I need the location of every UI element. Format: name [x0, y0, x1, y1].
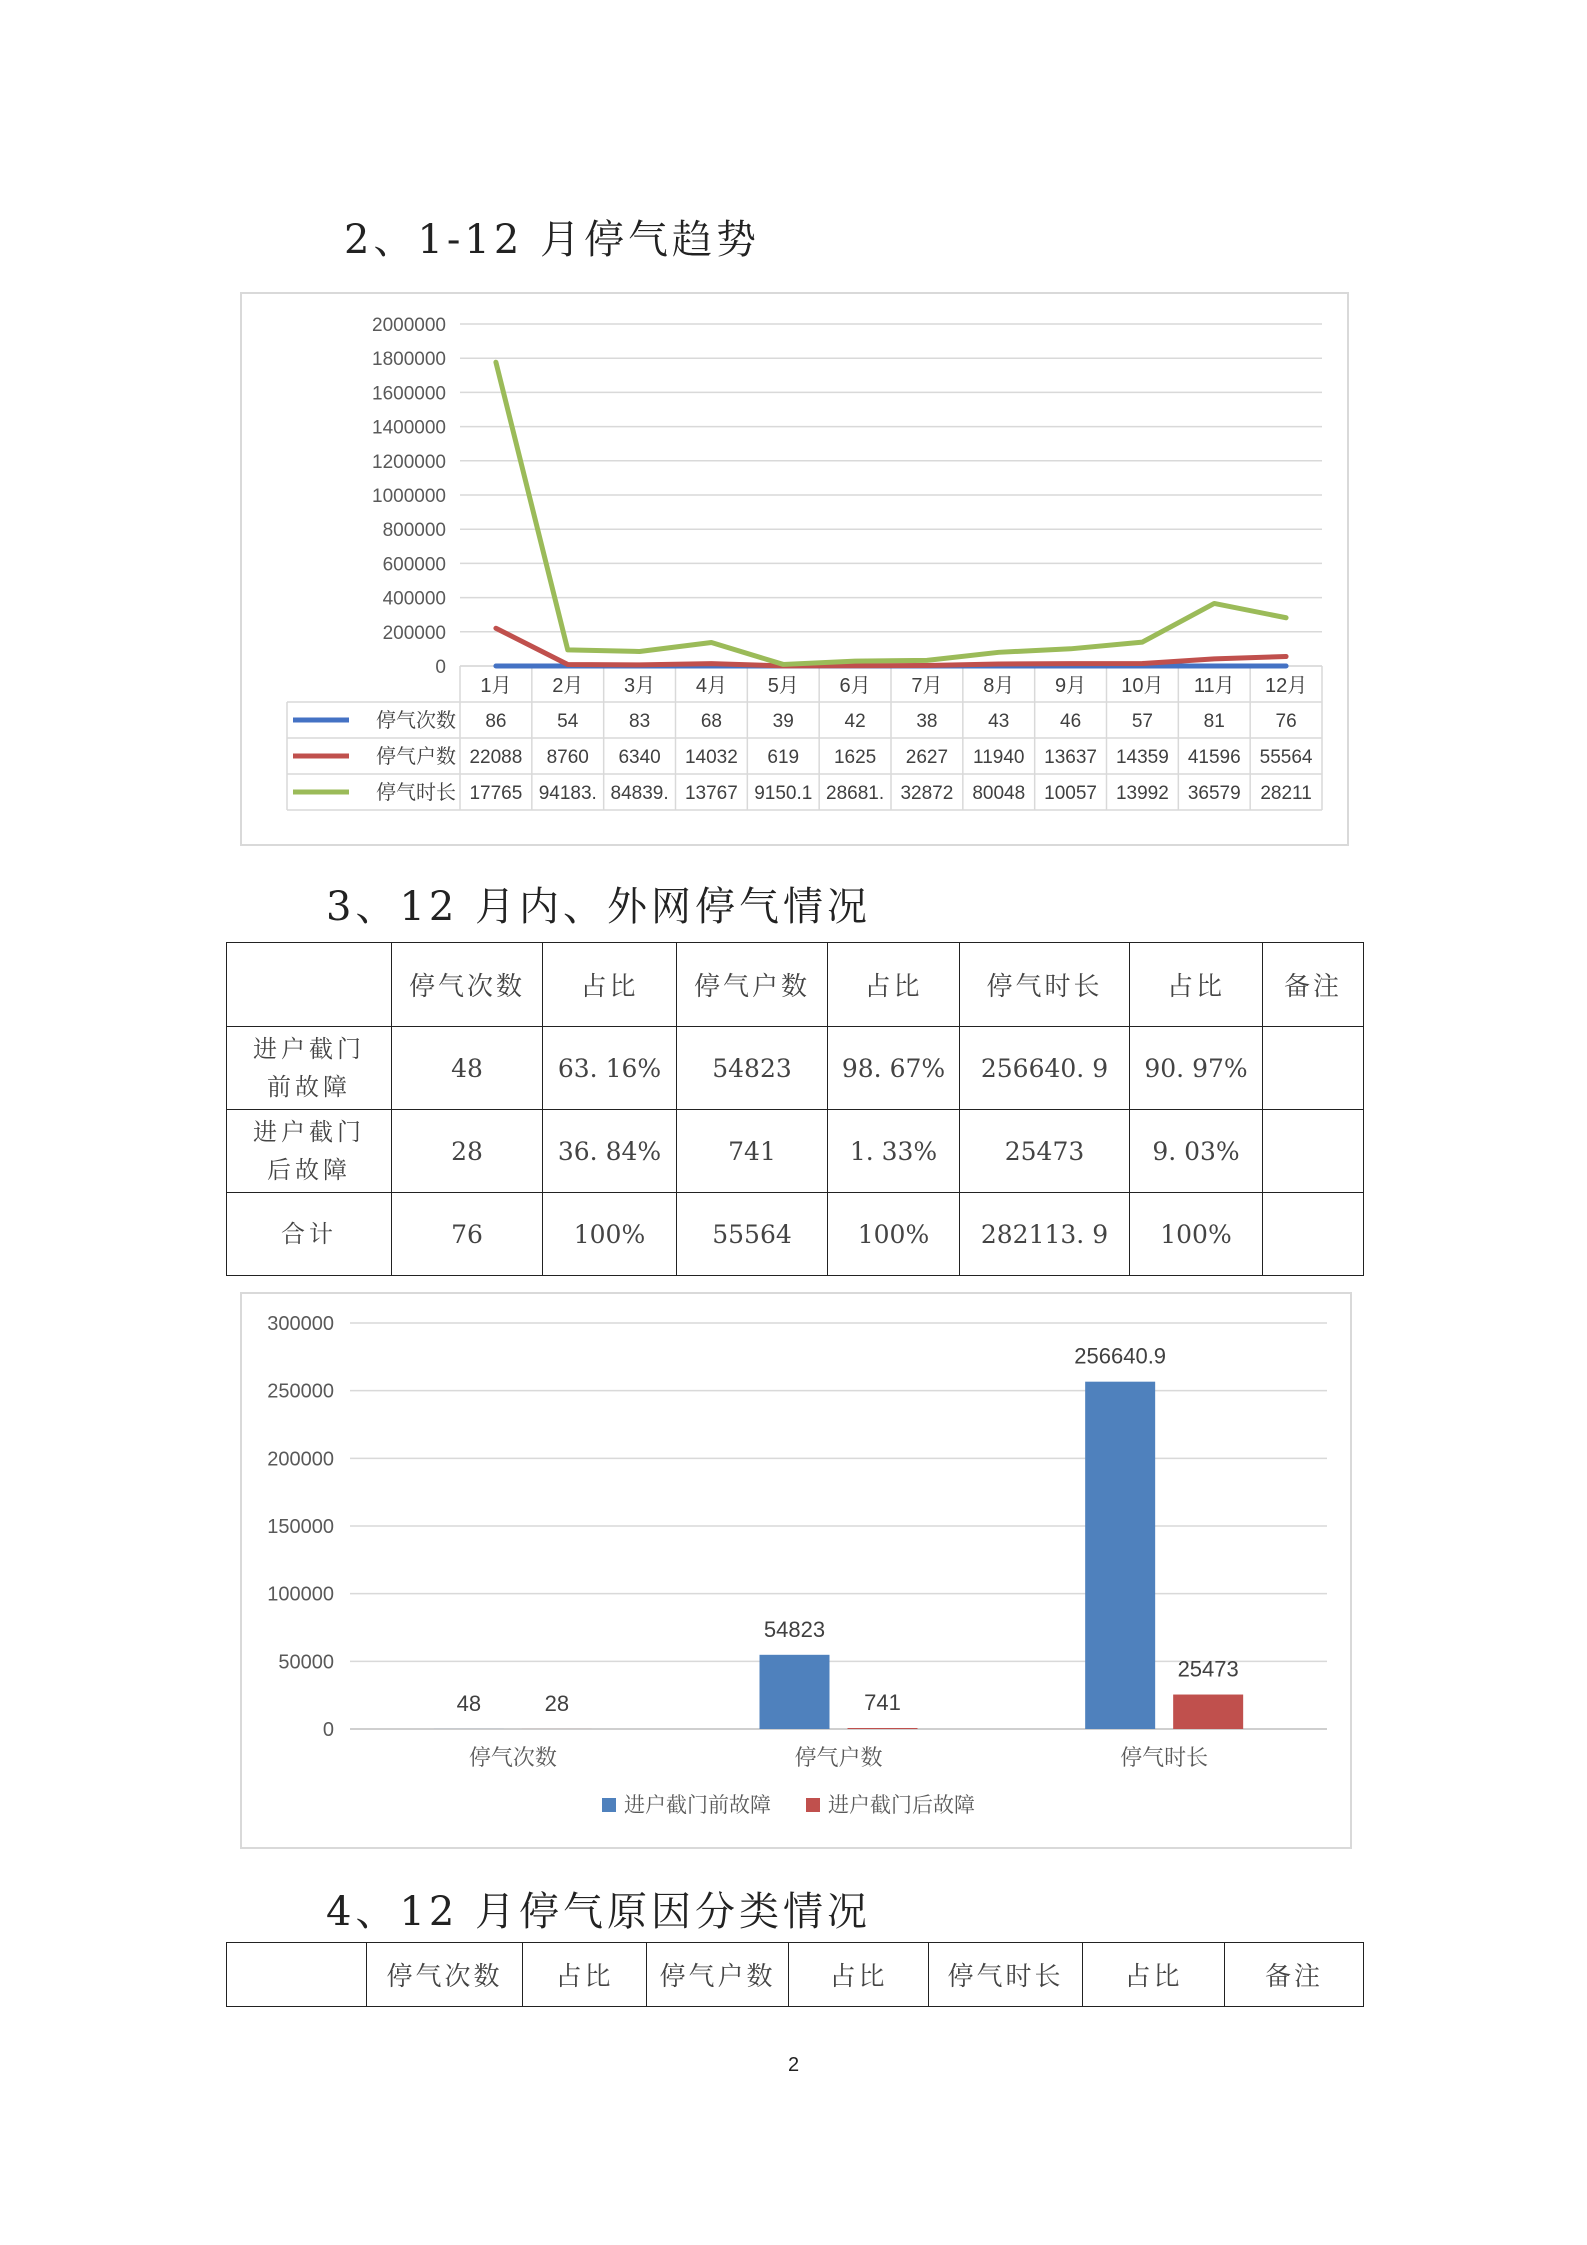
x-category-label: 8月 [983, 675, 1015, 697]
table-value: 57 [1131, 711, 1153, 732]
table-cell: 28 [392, 1110, 543, 1193]
row-label: 合计 [227, 1193, 392, 1276]
y-tick-label: 100000 [267, 1583, 334, 1606]
x-category-label: 6月 [839, 675, 871, 697]
table-value: 86 [485, 711, 507, 732]
section-3-title: 3、12 月内、外网停气情况 [326, 884, 872, 930]
table-cell: 76 [392, 1193, 543, 1276]
row-label-line: 前故障 [267, 1073, 351, 1101]
header-cell: 停气次数 [367, 1943, 523, 2007]
legend-label: 进户截门后故障 [828, 1794, 975, 1817]
row-label-line: 进户截门 [253, 1118, 365, 1146]
y-tick-label: 0 [435, 657, 446, 678]
network-outage-table [226, 942, 1364, 1276]
header-cell: 停气户数 [677, 943, 828, 1027]
x-category-label: 4月 [695, 675, 727, 697]
y-tick-label: 250000 [267, 1380, 334, 1403]
table-cell [1263, 1027, 1364, 1110]
table-cell: 100% [828, 1193, 960, 1276]
row-label [227, 1027, 392, 1110]
x-category-label: 12月 [1264, 675, 1308, 697]
table-value: 1625 [833, 747, 877, 768]
header-cell: 停气次数 [392, 943, 543, 1027]
section-4-title: 4、12 月停气原因分类情况 [326, 1889, 872, 1935]
table-value: 619 [767, 747, 800, 768]
x-category-label: 10月 [1121, 675, 1164, 697]
x-category-label: 11月 [1193, 675, 1235, 697]
table-value: 13637 [1044, 747, 1098, 768]
table-row [227, 1110, 1364, 1193]
header-cell [227, 1943, 367, 2007]
table-row [227, 1027, 1364, 1110]
table-value: 10057 [1044, 783, 1098, 804]
y-tick-label: 200000 [382, 622, 446, 644]
table-cell: 282113. 9 [960, 1193, 1130, 1276]
table-row-total [227, 1193, 1364, 1276]
table-cell: 98. 67% [828, 1027, 960, 1110]
table-value: 38 [916, 711, 938, 732]
legend-swatch-1 [602, 1798, 616, 1812]
bar-after [848, 1728, 918, 1729]
y-tick-label: 1400000 [372, 417, 446, 439]
table-cell: 36. 84% [543, 1110, 677, 1193]
table-cell: 54823 [677, 1027, 828, 1110]
table-cell [1263, 1193, 1364, 1276]
table-cell: 741 [677, 1110, 828, 1193]
network-bar-chart-svg [242, 1294, 1350, 1847]
header-cell: 备注 [1263, 943, 1364, 1027]
y-tick-label: 150000 [267, 1516, 334, 1538]
y-tick-label: 1600000 [372, 383, 446, 405]
data-label: 256640.9 [1074, 1343, 1167, 1369]
y-tick-label: 50000 [278, 1651, 334, 1674]
header-cell: 停气户数 [647, 1943, 789, 2007]
table-cell: 100% [1130, 1193, 1263, 1276]
table-cell: 63. 16% [543, 1027, 677, 1110]
series-name: 停气次数 [376, 710, 456, 732]
table-value: 94183. [538, 783, 597, 804]
table-value: 54 [557, 711, 579, 732]
bar-before [760, 1655, 830, 1729]
trend-chart-svg [242, 294, 1347, 844]
y-tick-label: 200000 [267, 1448, 334, 1471]
bar-after [1173, 1695, 1243, 1729]
x-category-label: 停气次数 [468, 1745, 557, 1770]
data-label: 25473 [1177, 1656, 1239, 1682]
table-cell [1263, 1110, 1364, 1193]
table-cell: 48 [392, 1027, 543, 1110]
data-label: 28 [544, 1690, 570, 1716]
x-category-label: 2月 [552, 675, 584, 697]
x-category-label: 停气时长 [1120, 1745, 1209, 1770]
table-value: 76 [1275, 711, 1297, 732]
data-label: 741 [864, 1689, 901, 1715]
table-value: 9150.1 [754, 783, 813, 804]
table-cell: 90. 97% [1130, 1027, 1263, 1110]
header-cell [227, 943, 392, 1027]
table-value: 13992 [1115, 783, 1169, 804]
y-tick-label: 1800000 [372, 349, 446, 371]
table-value: 43 [988, 711, 1010, 732]
legend-swatch-2 [806, 1798, 820, 1812]
table-value: 11940 [973, 747, 1025, 768]
table-value: 80048 [972, 783, 1026, 804]
header-cell: 备注 [1225, 1943, 1364, 2007]
x-category-label: 3月 [624, 675, 656, 697]
row-label-line: 后故障 [267, 1156, 351, 1184]
table-value: 17765 [469, 783, 523, 804]
table-value: 13767 [684, 783, 738, 804]
y-tick-label: 1200000 [372, 451, 446, 473]
header-cell: 占比 [789, 1943, 929, 2007]
header-cell: 停气时长 [960, 943, 1130, 1027]
y-tick-label: 400000 [382, 588, 446, 610]
series-name: 停气时长 [376, 782, 456, 804]
header-cell: 占比 [1083, 1943, 1225, 2007]
table-value: 2627 [905, 747, 949, 768]
table-cell: 256640. 9 [960, 1027, 1130, 1110]
legend-label: 进户截门前故障 [624, 1794, 771, 1817]
row-label [227, 1110, 392, 1193]
y-tick-label: 300000 [267, 1313, 334, 1335]
data-label: 48 [456, 1690, 482, 1716]
table-value: 81 [1203, 711, 1225, 732]
header-cell: 占比 [543, 943, 677, 1027]
y-tick-label: 600000 [382, 554, 446, 576]
y-tick-label: 1000000 [372, 486, 446, 507]
table-value: 84839. [610, 783, 669, 804]
x-category-label: 5月 [767, 675, 799, 697]
header-cell: 占比 [1130, 943, 1263, 1027]
table-value: 22088 [469, 747, 523, 768]
table-value: 41596 [1187, 747, 1241, 768]
table-value: 32872 [900, 783, 954, 804]
table-value: 8760 [546, 747, 589, 768]
table-value: 14359 [1115, 747, 1169, 768]
cause-category-table [226, 1942, 1364, 2007]
table-cell: 100% [543, 1193, 677, 1276]
table-value: 14032 [684, 747, 738, 768]
x-category-label: 停气户数 [794, 1745, 883, 1770]
table-value: 46 [1060, 711, 1082, 732]
table-cell: 55564 [677, 1193, 828, 1276]
table-value: 55564 [1259, 747, 1313, 768]
table-header-row [227, 943, 1364, 1027]
table-value: 68 [700, 711, 722, 732]
table-header-row [227, 1943, 1364, 2007]
table-value: 28211 [1260, 783, 1312, 804]
row-label-line: 进户截门 [253, 1035, 365, 1063]
table-cell: 9. 03% [1130, 1110, 1263, 1193]
section-2-title: 2、1-12 月停气趋势 [344, 217, 761, 263]
series-line-3 [496, 362, 1286, 664]
table-value: 42 [844, 711, 866, 732]
x-category-label: 7月 [911, 675, 943, 697]
trend-chart [240, 292, 1349, 846]
table-value: 6340 [618, 747, 661, 768]
y-tick-label: 2000000 [372, 315, 446, 336]
header-cell: 占比 [523, 1943, 647, 2007]
bar-before [1085, 1382, 1155, 1729]
header-cell: 占比 [828, 943, 960, 1027]
series-name: 停气户数 [376, 746, 456, 768]
table-cell: 1. 33% [828, 1110, 960, 1193]
header-cell: 停气时长 [929, 1943, 1083, 2007]
network-bar-chart [240, 1292, 1352, 1849]
x-category-label: 1月 [480, 675, 512, 697]
table-cell: 25473 [960, 1110, 1130, 1193]
data-label: 54823 [763, 1616, 826, 1642]
table-value: 39 [772, 711, 794, 732]
table-value: 83 [629, 711, 651, 732]
page-number: 2 [787, 2054, 800, 2076]
table-value: 28681. [826, 783, 885, 804]
y-tick-label: 0 [322, 1719, 334, 1741]
x-category-label: 9月 [1055, 675, 1087, 697]
table-value: 36579 [1187, 783, 1241, 804]
y-tick-label: 800000 [382, 520, 446, 542]
